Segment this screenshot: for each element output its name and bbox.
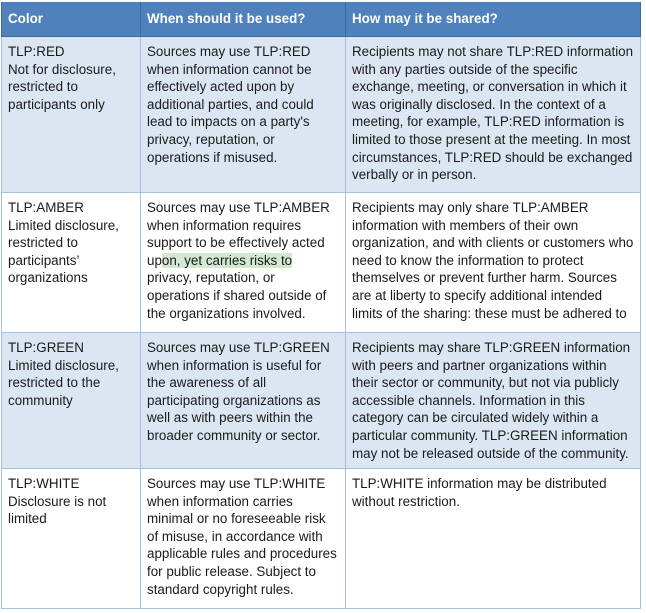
color-cell (2, 193, 141, 333)
tlp-level: TLP:WHITE (8, 476, 80, 491)
tlp-description: Not for disclosure, restricted to participants only (8, 61, 116, 112)
tlp-description: Limited disclosure, restricted to the community (8, 357, 119, 408)
tlp-level: TLP:AMBER (8, 200, 84, 215)
color-cell (2, 37, 141, 193)
when-cell: Sources may use TLP:WHITE when information carries minimal or no foreseeable risk of misuse, in accordance with applicable rules and procedures for public release. Subject to standard copyright rules. (141, 469, 346, 609)
share-cell: Recipients may share TLP:GREEN information with peers and partner organizations within their sector or community, but not via publicly accessible channels. Information in this category can be circulated widely within a particular community. TLP:GREEN information may not be released outside of the community. (346, 333, 641, 469)
table-row-white (2, 469, 641, 609)
header-when-used: When should it be used? (141, 2, 346, 37)
color-cell (2, 469, 141, 609)
tlp-description: Limited disclosure, restricted to participants’ organizations (8, 217, 119, 286)
tlp-table (1, 2, 641, 609)
share-cell: Recipients may only share TLP:AMBER information with members of their own organization, and with clients or customers who need to know the information to protect themselves or prevent further harm. Sources are at liberty to specify additional intended limits of the sharing: these must be adhered to (346, 193, 641, 333)
header-how-shared: How may it be shared? (346, 2, 641, 37)
share-cell: TLP:WHITE information may be distributed without restriction. (346, 469, 641, 609)
header-row (2, 2, 641, 37)
tlp-level: TLP:RED (8, 44, 65, 59)
text-highlight[interactable]: on, yet carries risks to (161, 252, 293, 268)
tlp-description: Disclosure is not limited (8, 493, 107, 527)
when-text-after: privacy, reputation, or operations if shared outside of the organizations involved. (147, 270, 327, 321)
table-row-amber (2, 193, 641, 333)
when-cell (141, 193, 346, 333)
table-row-red (2, 37, 641, 193)
color-cell (2, 333, 141, 469)
table-row-green (2, 333, 641, 469)
when-text-before: Sources may use TLP:AMBER when information requires support to be effectively acted up (147, 200, 330, 268)
when-cell: Sources may use TLP:RED when information cannot be effectively acted upon by additional parties, and could lead to impacts on a party's privacy, reputation, or operations if misused. (141, 37, 346, 193)
share-cell: Recipients may not share TLP:RED information with any parties outside of the specific exchange, meeting, or conversation in which it was originally disclosed. In the context of a meeting, for example, TLP:RED information is limited to those present at the meeting. In most circumstances, TLP:RED should be exchanged verbally or in person. (346, 37, 641, 193)
header-color: Color (2, 2, 141, 37)
when-cell: Sources may use TLP:GREEN when information is useful for the awareness of all participating organizations as well as with peers within the broader community or sector. (141, 333, 346, 469)
tlp-level: TLP:GREEN (8, 340, 84, 355)
